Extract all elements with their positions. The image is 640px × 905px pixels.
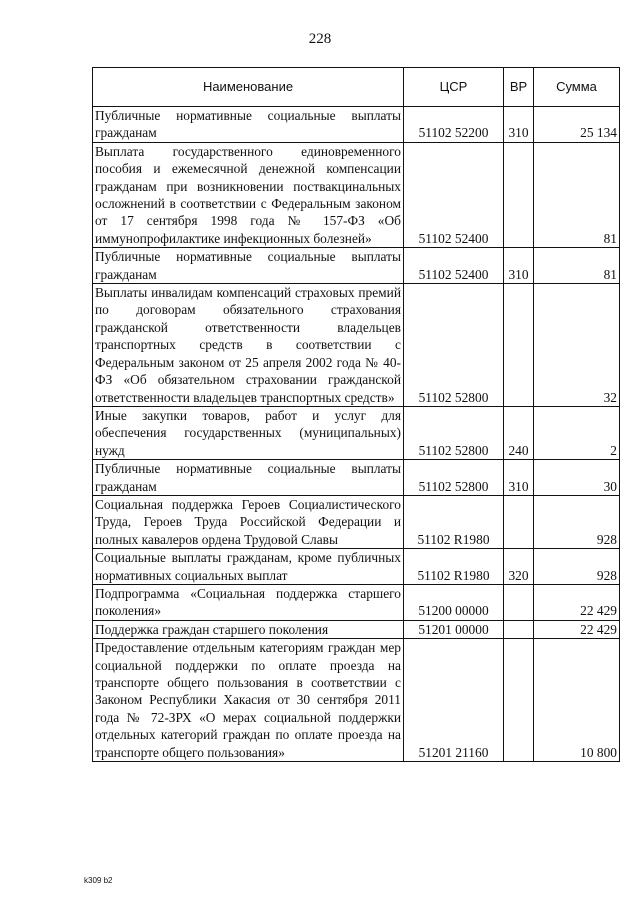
table-row: [93, 639, 620, 762]
row-vr: 310: [504, 107, 534, 143]
table-row: [93, 406, 620, 459]
row-code: 51102 R1980: [404, 549, 504, 585]
table-row: [93, 620, 620, 638]
row-name: Выплата государственного единовременного пособия и ежемесячной денежной компенсации гражданам при возникновении поствакцинальных осложнений в соответствии с Федеральным законом от 17 сентября 1998 года № 157-ФЗ «Об иммунопрофилактике инфекционных болезней»: [93, 142, 404, 247]
row-sum: 10 800: [534, 639, 620, 762]
table-row: [93, 284, 620, 407]
row-name: Социальная поддержка Героев Социалистического Труда, Героев Труда Российской Федерации и полных кавалеров ордена Трудовой Славы: [93, 495, 404, 548]
row-name: Поддержка граждан старшего поколения: [93, 620, 404, 638]
row-name: Публичные нормативные социальные выплаты гражданам: [93, 460, 404, 496]
row-name: Подпрограмма «Социальная поддержка старшего поколения»: [93, 584, 404, 620]
row-sum: 81: [534, 248, 620, 284]
row-vr: [504, 620, 534, 638]
row-code: 51201 21160: [404, 639, 504, 762]
row-vr: 310: [504, 248, 534, 284]
header-code: ЦСР: [404, 68, 504, 107]
row-name: Публичные нормативные социальные выплаты гражданам: [93, 248, 404, 284]
table-row: [93, 549, 620, 585]
row-sum: 30: [534, 460, 620, 496]
row-sum: 928: [534, 549, 620, 585]
row-sum: 32: [534, 284, 620, 407]
table-row: [93, 248, 620, 284]
row-name: Иные закупки товаров, работ и услуг для обеспечения государственных (муниципальных) нужд: [93, 406, 404, 459]
footer-code: k309 b2: [84, 876, 113, 885]
row-sum: 25 134: [534, 107, 620, 143]
header-vr: ВР: [504, 68, 534, 107]
row-code: 51102 R1980: [404, 495, 504, 548]
row-sum: 2: [534, 406, 620, 459]
row-vr: [504, 142, 534, 247]
budget-table: [92, 67, 620, 762]
header-sum: Сумма: [534, 68, 620, 107]
row-sum: 22 429: [534, 584, 620, 620]
table-row: [93, 142, 620, 247]
table-body: [93, 107, 620, 762]
row-code: 51102 52200: [404, 107, 504, 143]
table-row: [93, 584, 620, 620]
table-row: [93, 460, 620, 496]
row-code: 51200 00000: [404, 584, 504, 620]
row-name: Публичные нормативные социальные выплаты гражданам: [93, 107, 404, 143]
row-code: 51102 52800: [404, 284, 504, 407]
row-code: 51102 52400: [404, 248, 504, 284]
header-name: Наименование: [93, 68, 404, 107]
row-code: 51102 52800: [404, 460, 504, 496]
row-name: Выплаты инвалидам компенсаций страховых премий по договорам обязательного страхования гражданской ответственности владельцев транспортных средств в соответствии с Федеральным законом от 25 апреля 2002 года № 40-ФЗ «Об обязательном страховании гражданской ответственности владельцев транспортных средств»: [93, 284, 404, 407]
row-code: 51102 52800: [404, 406, 504, 459]
row-vr: [504, 639, 534, 762]
table-header-row: [93, 68, 620, 107]
row-vr: [504, 584, 534, 620]
row-name: Предоставление отдельным категориям граждан мер социальной поддержки по оплате проезда на транспорте общего пользования в соответствии с Законом Республики Хакасия от 30 сентября 2011 года № 72-ЗРХ «О мерах социальной поддержки отдельных категорий граждан по оплате проезда на транспорте общего пользования»: [93, 639, 404, 762]
row-vr: 310: [504, 460, 534, 496]
row-sum: 81: [534, 142, 620, 247]
table-row: [93, 495, 620, 548]
page-number: 228: [308, 31, 332, 47]
row-code: 51102 52400: [404, 142, 504, 247]
row-name: Социальные выплаты гражданам, кроме публичных нормативных социальных выплат: [93, 549, 404, 585]
row-sum: 928: [534, 495, 620, 548]
row-vr: 320: [504, 549, 534, 585]
row-sum: 22 429: [534, 620, 620, 638]
table-row: [93, 107, 620, 143]
row-vr: 240: [504, 406, 534, 459]
row-code: 51201 00000: [404, 620, 504, 638]
row-vr: [504, 495, 534, 548]
row-vr: [504, 284, 534, 407]
